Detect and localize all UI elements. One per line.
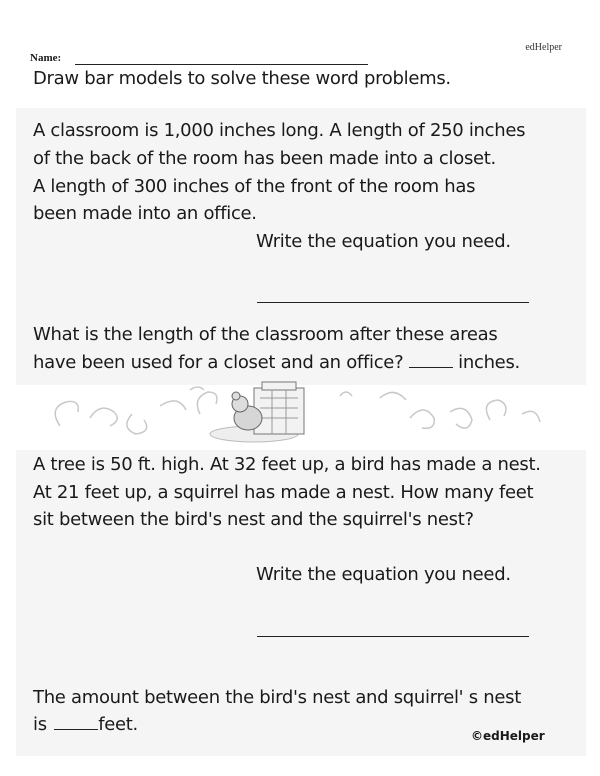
- problem1-question-line-1: What is the length of the classroom after these areas: [33, 324, 498, 345]
- swirl-left-4: [160, 401, 186, 410]
- problem1-line-3: A length of 300 inches of the front of the room has: [33, 176, 476, 197]
- problem2-question-line-2: [33, 711, 138, 738]
- swirl-right-1: [380, 392, 406, 400]
- problem1-question-line-2: [33, 349, 520, 376]
- problem1-equation-prompt: Write the equation you need.: [256, 231, 511, 252]
- swirl-left-6: [190, 387, 204, 390]
- brand-label-top: edHelper: [525, 42, 562, 53]
- problem2-line-2: At 21 feet up, a squirrel has made a nest. How many feet: [33, 482, 534, 503]
- problem1-line-2: of the back of the room has been made into a closet.: [33, 148, 496, 169]
- swirl-left-2: [90, 408, 117, 426]
- swirl-left-1: [55, 401, 78, 426]
- problem2-equation-prompt: Write the equation you need.: [256, 564, 511, 585]
- decorative-swirl-divider: [40, 378, 580, 448]
- problem2-answer-blank[interactable]: [54, 711, 98, 730]
- problem2-line-3: sit between the bird's nest and the squirrel's nest?: [33, 509, 474, 530]
- problem1-line-1: A classroom is 1,000 inches long. A length of 250 inches: [33, 120, 526, 141]
- problem1-equation-answer-line[interactable]: [257, 302, 529, 303]
- problem2-question-line-1: The amount between the bird's nest and squirrel' s nest: [33, 687, 521, 708]
- swirl-right-6: [340, 392, 352, 396]
- problem1-question-prefix: have been used for a closet and an office?: [33, 352, 404, 373]
- problem1-question-suffix: inches.: [458, 352, 520, 373]
- swirl-right-5: [522, 411, 540, 422]
- swirl-right-4: [486, 400, 506, 420]
- swirl-left-3: [127, 414, 147, 434]
- instructions-text: Draw bar models to solve these word problems.: [33, 68, 451, 89]
- swirl-left-5: [197, 392, 217, 414]
- problem2-question-suffix: feet.: [98, 714, 138, 735]
- swirl-right-3: [450, 408, 472, 428]
- problem2-equation-answer-line[interactable]: [257, 636, 529, 637]
- copyright-label: ©edHelper: [471, 729, 545, 743]
- swirl-right-2: [410, 410, 434, 428]
- mouse-building-illustration: [210, 382, 304, 442]
- problem1-line-4: been made into an office.: [33, 203, 257, 224]
- problem1-answer-blank[interactable]: [409, 349, 453, 368]
- problem2-line-1: A tree is 50 ft. high. At 32 feet up, a bird has made a nest.: [33, 454, 541, 475]
- problem2-question-prefix: is: [33, 714, 47, 735]
- name-label: Name:: [30, 52, 62, 64]
